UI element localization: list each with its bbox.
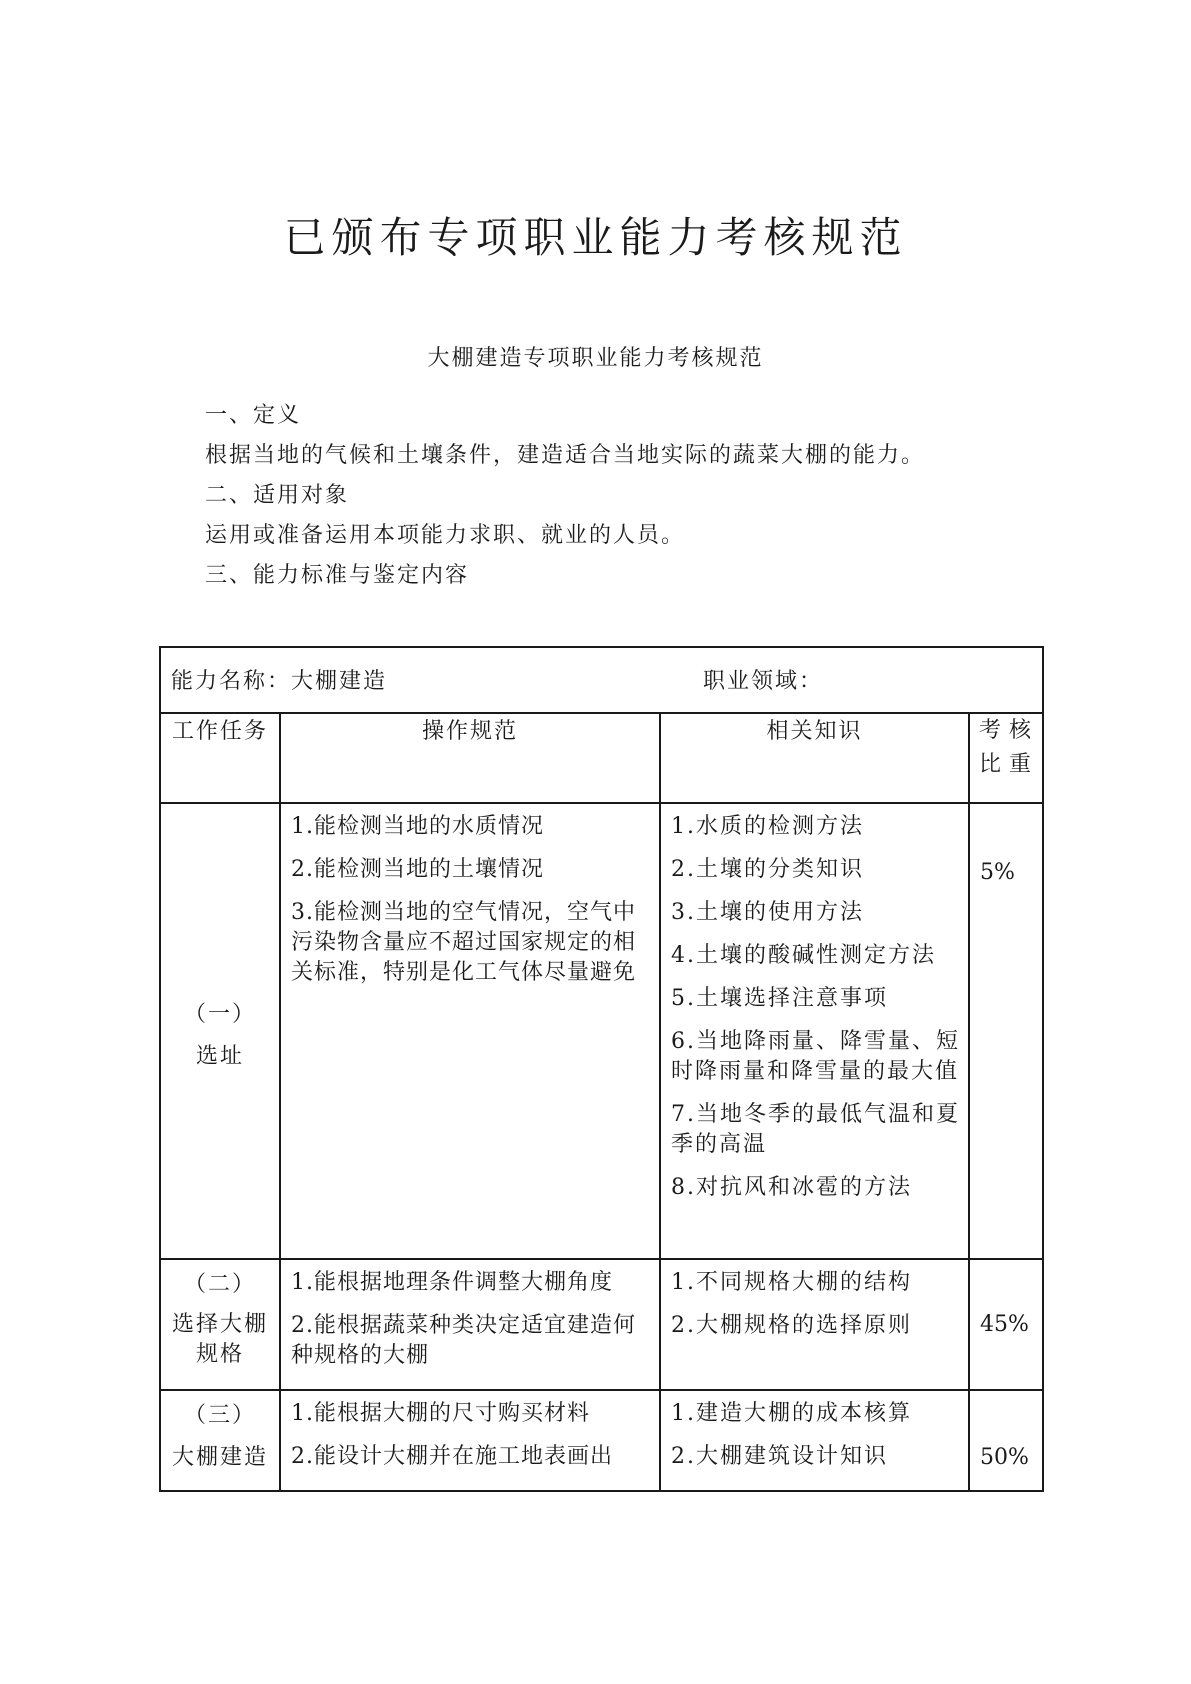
ability-standards-table: [159, 646, 1044, 1492]
section-target-text: 运用或准备运用本项能力求职、就业的人员。: [205, 523, 686, 548]
knowledge-cell: [660, 1390, 969, 1491]
table-info-row: [160, 647, 1043, 713]
table-info-cell: [160, 647, 1043, 713]
operation-item: 2.能根据蔬菜种类决定适宜建造何种规格的大棚: [291, 1313, 636, 1368]
operation-item: 2.能检测当地的土壤情况: [291, 857, 544, 882]
task-cell: [160, 1259, 280, 1390]
task-name: 选址: [195, 1044, 244, 1069]
table-row: [160, 1259, 1043, 1390]
task-num: （三）: [183, 1403, 256, 1428]
weight-cell: 5%: [969, 803, 1043, 1259]
knowledge-item: 2.土壤的分类知识: [671, 857, 864, 882]
knowledge-item: 6.当地降雨量、降雪量、短时降雨量和降雪量的最大值: [671, 1029, 960, 1084]
operation-item: 3.能检测当地的空气情况，空气中污染物含量应不超过国家规定的相关标准，特别是化工气体尽量避免: [291, 900, 637, 985]
knowledge-item: 1.水质的检测方法: [671, 814, 864, 839]
knowledge-item: 5.土壤选择注意事项: [671, 986, 888, 1011]
operation-item: 2.能设计大棚并在施工地表画出: [291, 1444, 613, 1469]
field-label: 职业领域：: [703, 669, 824, 694]
knowledge-item: 2.大棚规格的选择原则: [671, 1313, 912, 1338]
task-num: （一）: [183, 1002, 256, 1027]
header-weight-line1: 考核: [978, 718, 1039, 743]
knowledge-item: 2.大棚建筑设计知识: [671, 1444, 888, 1469]
header-task: 工作任务: [160, 713, 280, 803]
task-name: 选择大棚规格: [171, 1312, 268, 1367]
ability-name-label: 能力名称：大棚建造: [171, 669, 388, 694]
section-definition-heading: 一、定义: [205, 403, 302, 428]
table-row: [160, 1390, 1043, 1491]
section-definition-text: 根据当地的气候和土壤条件，建造适合当地实际的蔬菜大棚的能力。: [205, 443, 926, 468]
operations-cell: [280, 1259, 660, 1390]
knowledge-item: 1.不同规格大棚的结构: [671, 1270, 912, 1295]
knowledge-item: 8.对抗风和冰雹的方法: [671, 1175, 912, 1200]
weight-cell: 45%: [969, 1259, 1043, 1390]
operation-item: 1.能根据大棚的尺寸购买材料: [291, 1401, 590, 1426]
column-header-row: [160, 713, 1043, 803]
header-operation: 操作规范: [280, 713, 660, 803]
header-weight: [969, 713, 1043, 803]
operations-cell: [280, 1390, 660, 1491]
operations-cell: [280, 803, 660, 1259]
table-row: [160, 803, 1043, 1259]
operation-item: 1.能检测当地的水质情况: [291, 814, 544, 839]
task-cell: [160, 1390, 280, 1491]
weight-cell: 50%: [969, 1390, 1043, 1491]
knowledge-item: 3.土壤的使用方法: [671, 900, 864, 925]
knowledge-cell: [660, 803, 969, 1259]
task-name: 大棚建造: [171, 1445, 268, 1470]
page-title: 已颁布专项职业能力考核规范: [283, 213, 908, 262]
section-standards-heading: 三、能力标准与鉴定内容: [205, 563, 470, 588]
task-cell: [160, 803, 280, 1259]
document-subtitle: 大棚建造专项职业能力考核规范: [427, 346, 764, 371]
header-weight-line2: 比重: [978, 752, 1039, 777]
knowledge-item: 7.当地冬季的最低气温和夏季的高温: [671, 1102, 960, 1157]
header-knowledge: 相关知识: [660, 713, 969, 803]
task-num: （二）: [183, 1272, 256, 1297]
knowledge-item: 1.建造大棚的成本核算: [671, 1401, 912, 1426]
section-target-heading: 二、适用对象: [205, 483, 350, 508]
knowledge-cell: [660, 1259, 969, 1390]
knowledge-item: 4.土壤的酸碱性测定方法: [671, 943, 936, 968]
operation-item: 1.能根据地理条件调整大棚角度: [291, 1270, 613, 1295]
